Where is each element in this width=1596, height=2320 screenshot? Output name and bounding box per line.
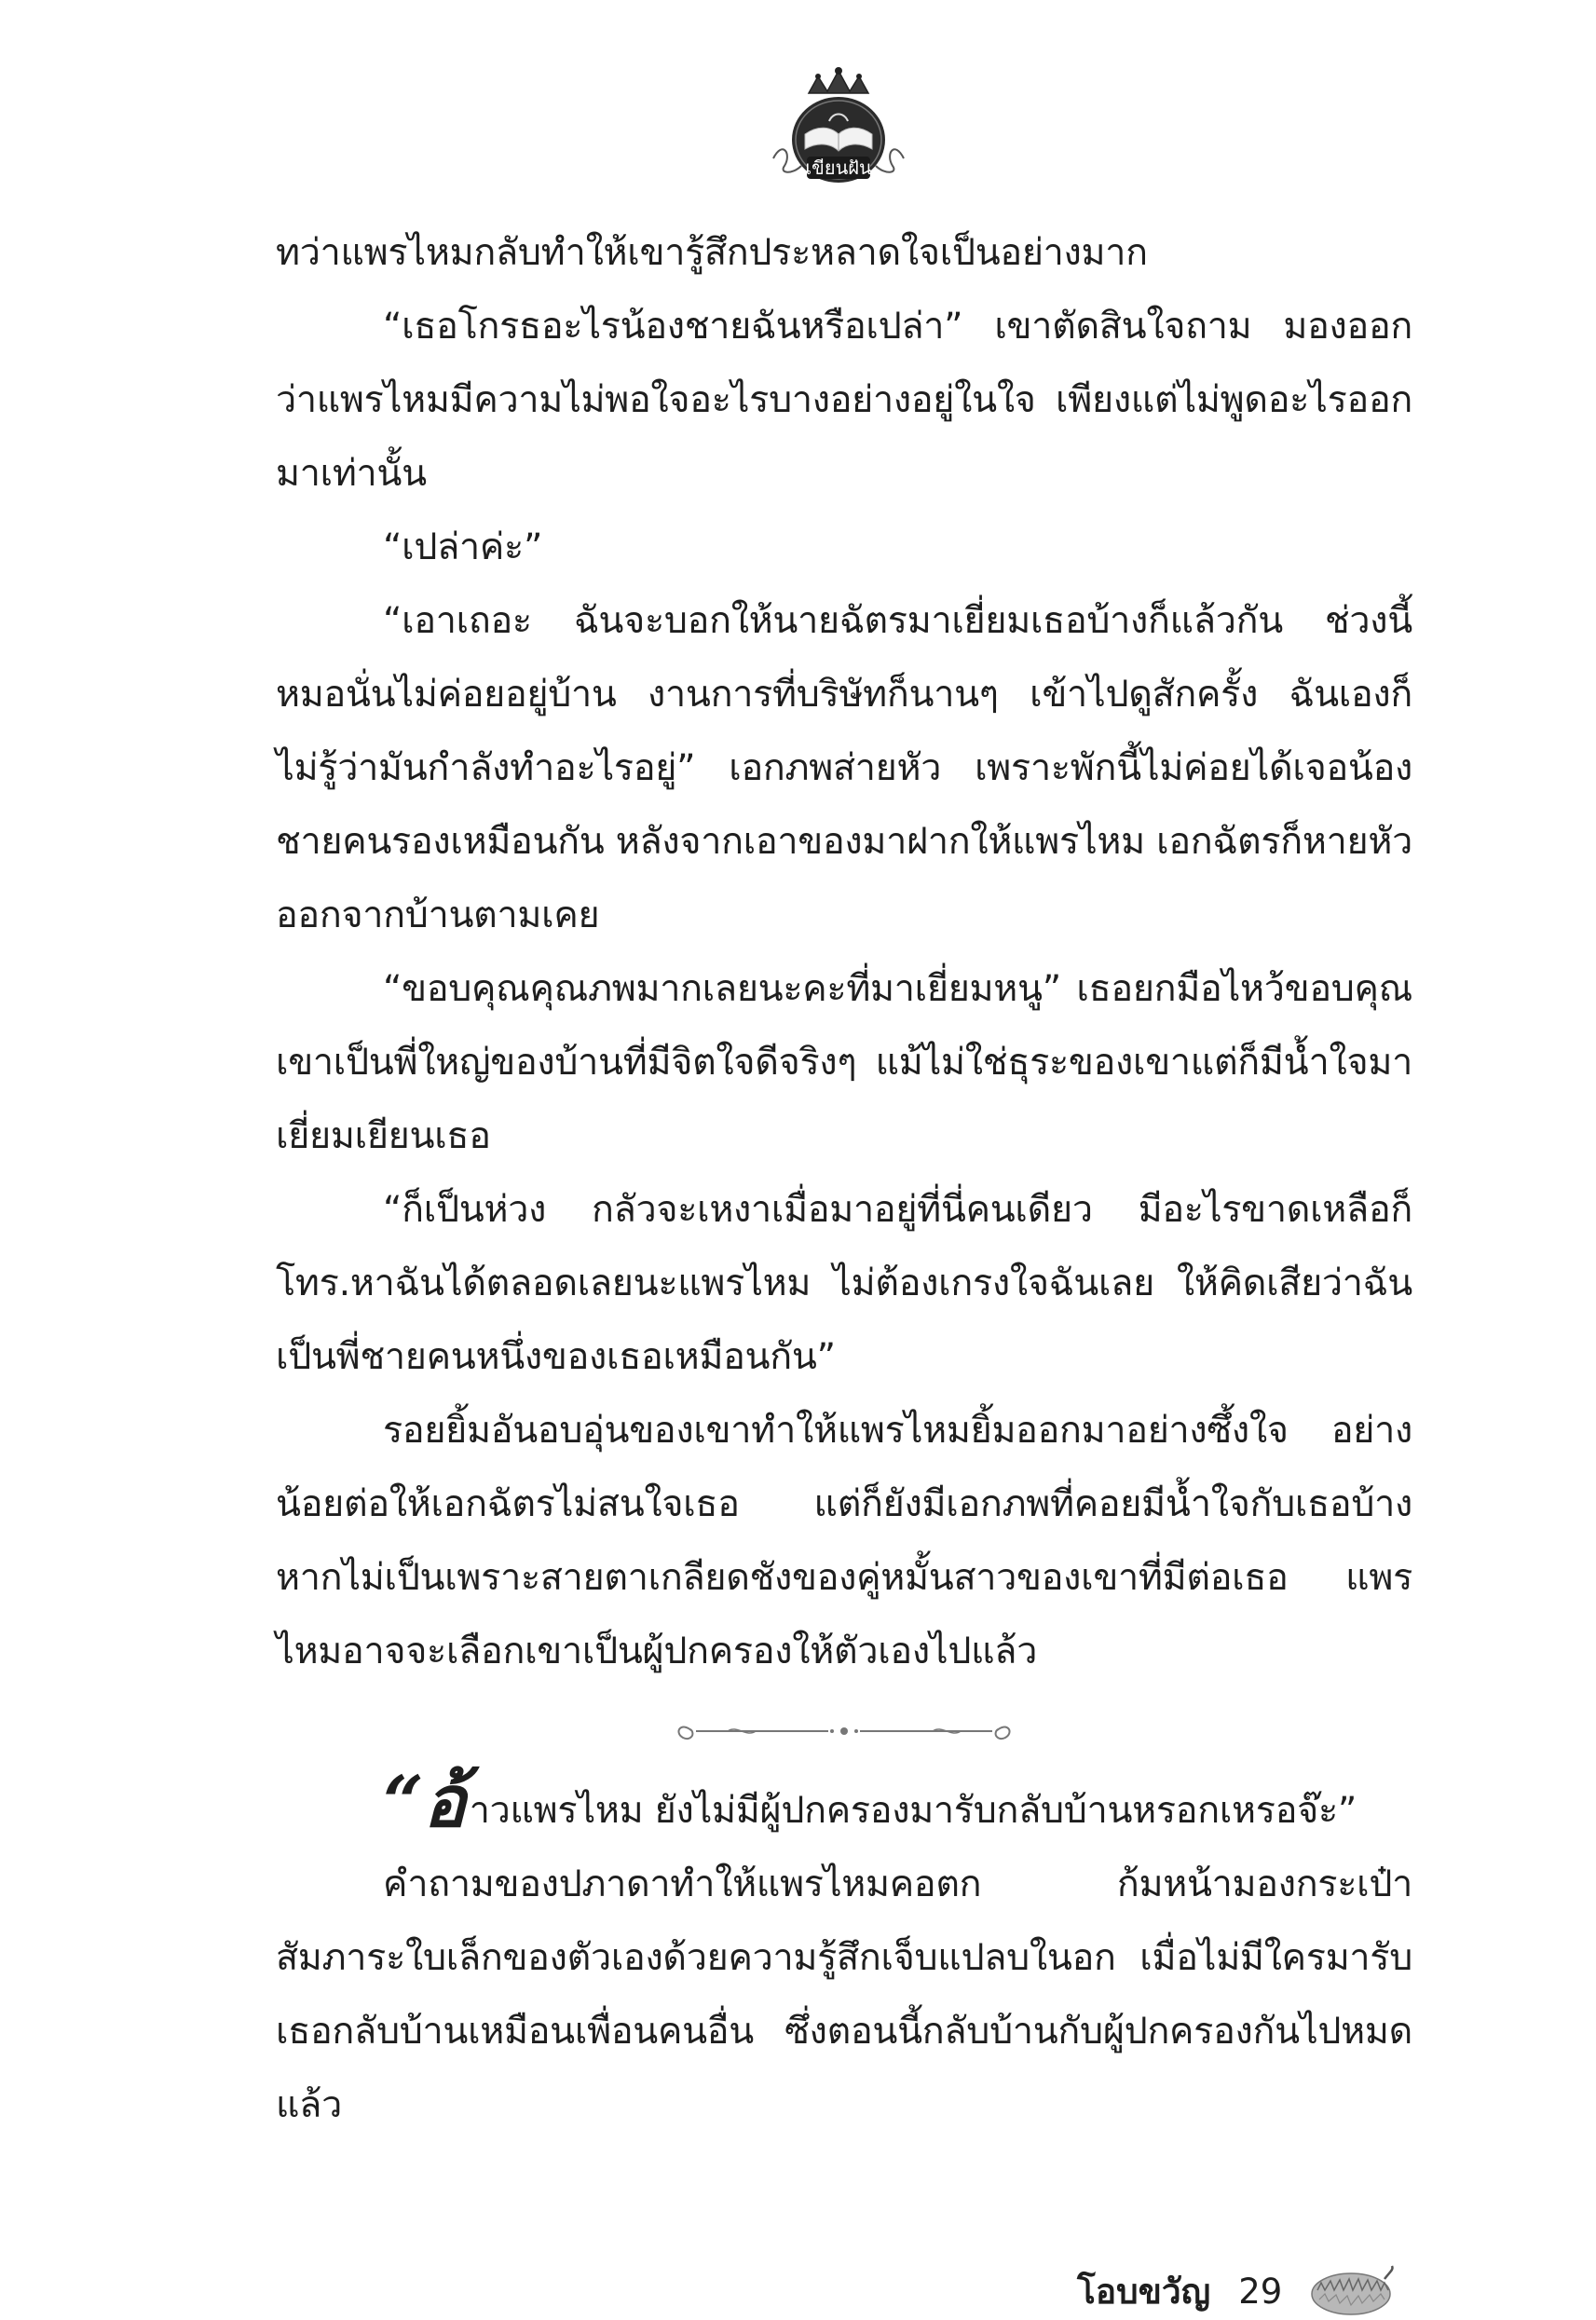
paragraph: “เอาเถอะ ฉันจะบอกให้นายฉัตรมาเยี่ยมเธอบ้างก็แล้วกัน ช่วงนี้หมอนั่นไม่ค่อยอยู่บ้าน งานการที่บริษัทก็นานๆ เข้าไปดูสักครั้ง ฉันเองก็ไม่รู้ว่ามันกำลังทำอะไรอยู่” เอกภพส่ายหัว เพราะพักนี้ไม่ค่อยได้เจอน้องชายคนรองเหมือนกัน หลังจากเอาของมาฝากให้แพรไหม เอกฉัตรก็หายหัวออกจากบ้านตามเคย (276, 599, 1412, 936)
opening-line: าวแพรไหม ยังไม่มีผู้ปกครองมารับกลับบ้านหรอกเหรอจ๊ะ” (469, 1789, 1357, 1832)
paragraph: ทว่าแพรไหมกลับทำให้เขารู้สึกประหลาดใจเป็นอย่างมาก (276, 231, 1148, 274)
paragraph: คำถามของปภาดาทำให้แพรไหมคอตก ก้มหน้ามองกระเป๋าสัมภาระใบเล็กของตัวเองด้วยความรู้สึกเจ็บแปลบในอก เมื่อไม่มีใครมารับเธอกลับบ้านเหมือนเพื่อนคนอื่น ซึ่งตอนนี้กลับบ้านกับผู้ปกครองกันไปหมดแล้ว (276, 1863, 1412, 2126)
book-tiara-emblem-icon (764, 65, 913, 191)
ornamental-divider-icon (672, 1717, 1016, 1745)
emblem-label: เขียนฝัน (805, 157, 872, 179)
paragraph: “ก็เป็นห่วง กลัวจะเหงาเมื่อมาอยู่ที่นี่คนเดียว มีอะไรขาดเหลือก็โทร.หาฉันได้ตลอดเลยนะแพรไหม ไม่ต้องเกรงใจฉันเลย ให้คิดเสียว่าฉันเป็นพี่ชายคนหนึ่งของเธอเหมือนกัน” (276, 1188, 1412, 1378)
book-title: โอบขวัญ (1077, 2271, 1211, 2312)
drop-cap: “อ้ (383, 1760, 466, 1843)
body-text (276, 216, 1412, 2142)
paragraph: “ขอบคุณคุณภพมากเลยนะคะที่มาเยี่ยมหนู” เธอยกมือไหว้ขอบคุณ เขาเป็นพี่ใหญ่ของบ้านที่มีจิตใจดีจริงๆ แม้ไม่ใช่ธุระของเขาแต่ก็มีน้ำใจมาเยี่ยมเยียนเธอ (276, 967, 1412, 1157)
paragraph: “เธอโกรธอะไรน้องชายฉันหรือเปล่า” เขาตัดสินใจถาม มองออกว่าแพรไหมมีความไม่พอใจอะไรบางอย่างอยู่ในใจ เพียงแต่ไม่พูดอะไรออกมาเท่านั้น (276, 305, 1412, 495)
durian-icon (1306, 2262, 1396, 2320)
section-opening (276, 1760, 1412, 1848)
page-footer (1077, 2262, 1396, 2320)
page-number: 29 (1238, 2271, 1283, 2312)
paragraph: “เปล่าค่ะ” (383, 525, 543, 568)
paragraph: รอยยิ้มอันอบอุ่นของเขาทำให้แพรไหมยิ้มออกมาอย่างซึ้งใจ อย่างน้อยต่อให้เอกฉัตรไม่สนใจเธอ แต่ก็ยังมีเอกภพที่คอยมีน้ำใจกับเธอบ้าง หากไม่เป็นเพราะสายตาเกลียดชังของคู่หมั้นสาวของเขาที่มีต่อเธอ แพรไหมอาจจะเลือกเขาเป็นผู้ปกครองให้ตัวเองไปแล้ว (276, 1409, 1412, 1672)
